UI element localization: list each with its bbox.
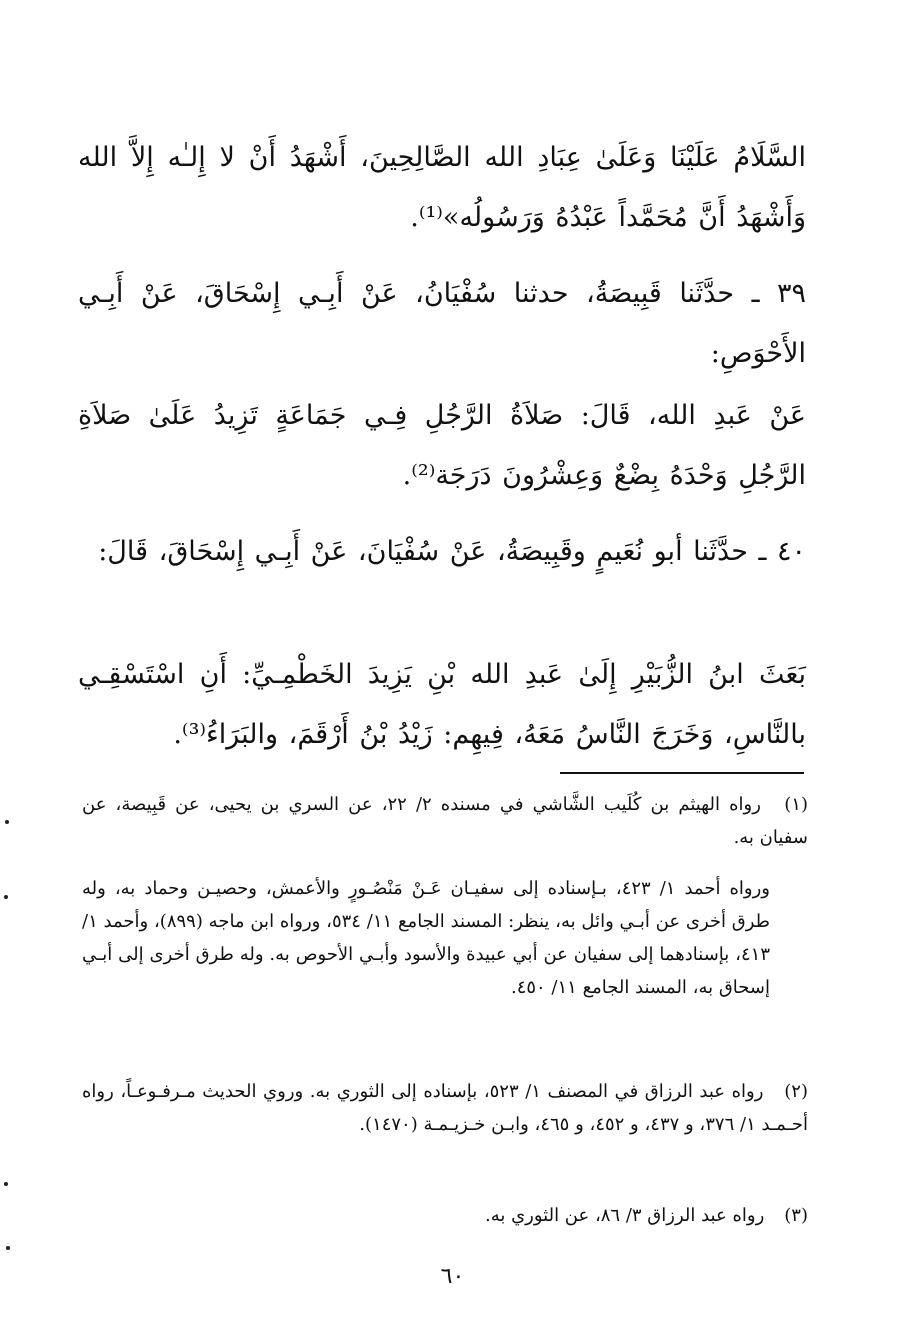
- footnote-1-text: رواه الهيثم بن كُلَيب الشَّاشي في مسنده ٢/ ٢٢، عن السري بن يحيى، عن قَبِيصة، عن سفيان به.: [82, 794, 808, 848]
- scan-speck: [5, 820, 9, 824]
- footnote-2-marker: (٢): [784, 1081, 808, 1102]
- page-number: ٦٠: [440, 1264, 465, 1289]
- paragraph-hadith-40: ٤٠ ـ حدَّثَنا أبو نُعَيمٍ وقَبِيصَةُ، عَنْ سُفْيَانَ، عَنْ أَبِـي إِسْحَاقَ، قَالَ:: [98, 536, 806, 567]
- footnote-1-marker: (١): [784, 794, 808, 815]
- footnote-3-text: رواه عبد الرزاق ٣/ ٨٦، عن الثوري به.: [484, 1205, 765, 1226]
- paragraph-hadith-39: ٣٩ ـ حدَّثَنا قَبِيصَةُ، حدثنا سُفْيَانُ، عَنْ أَبِـي إِسْحَاقَ، عَنْ أَبِـي الأَحْوَصِ:: [78, 278, 806, 369]
- footnote-3: [82, 1199, 808, 1232]
- scan-speck: [4, 895, 8, 899]
- footnote-separator: [560, 772, 804, 774]
- footnote-1: [82, 788, 808, 854]
- paragraph-1: السَّلَامُ عَلَيْنَا وَعَلَىٰ عِبَادِ الله الصَّالِحِينَ، أَشْهَدُ أَنْ لا إِلـٰه إِلاَّ الله وَأَشْهَدُ أَنَّ مُحَمَّداً عَبْدُهُ وَرَسُولُه»⁽¹⁾.: [78, 142, 806, 233]
- paragraph-3: عَنْ عَبدِ الله، قَالَ: صَلاَةُ الرَّجُلِ فِـي جَمَاعَةٍ تَزِيدُ عَلَىٰ صَلاَةِ الرَّجُلِ وَحْدَهُ بِضْعٌ وَعِشْرُونَ دَرَجَة⁽²⁾.: [78, 400, 806, 491]
- scan-speck: [4, 1182, 8, 1186]
- footnote-2: [82, 1075, 808, 1141]
- footnote-3-marker: (٣): [784, 1205, 808, 1226]
- paragraph-5: بَعَثَ ابنُ الزُّبَيْرِ إِلَىٰ عَبدِ الله بْنِ يَزِيدَ الخَطْمِـيِّ: أَنِ اسْتَسْقِـي بالنَّاسِ، وَخَرَجَ النَّاسُ مَعَهُ، فِيهِم: زَيْدُ بْنُ أَرْقَمَ، والبَرَاءُ⁽³⁾.: [78, 659, 806, 750]
- footnote-1-continuation-text: ورواه أحمد ١/ ٤٢٣، بـإسناده إلى سفيـان عَـنْ مَنْصُـورٍ والأعمش، وحصيـن وحماد به، وله طرق أخرى عن أبـي وائل به، ينظر: المسند الجامع ١١/ ٥٣٤، ورواه ابن ماجه (٨٩٩)، وأحمد ١/ ٤١٣، بإسنادهما إلى سفيان عن أبي عبيدة والأسود وأبـي الأحوص به. وله طرق أخرى إلى أبـي إسحاق به، المسند الجامع ١١/ ٤٥٠.: [82, 878, 771, 998]
- scan-speck: [6, 1246, 10, 1250]
- footnote-2-text: رواه عبد الرزاق في المصنف ١/ ٥٢٣، بإسناده إلى الثوري به. وروي الحديث مـرفـوعـاً، رواه أحـمـد ١/ ٣٧٦، و ٤٣٧، و ٤٥٢، و ٤٦٥، وابـن خـزيـمـة (١٤٧٠).: [82, 1081, 808, 1135]
- footnote-1-continuation: [82, 872, 808, 1004]
